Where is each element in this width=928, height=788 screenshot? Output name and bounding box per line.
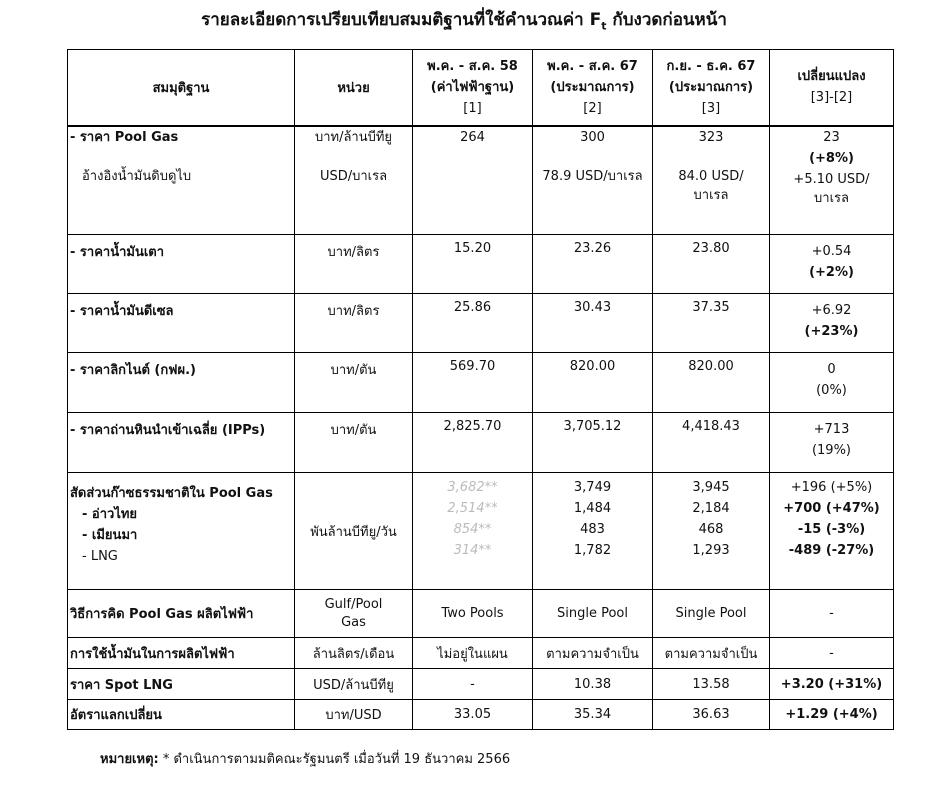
- header-change: [770, 50, 894, 126]
- fuel-oil-d2: (+2%): [809, 265, 854, 280]
- coal-v2: 3,705.12: [533, 413, 653, 473]
- method-label: วิธีการคิด Pool Gas ผลิตไฟฟ้า: [68, 590, 295, 638]
- pool-gas-d1: 23: [823, 129, 840, 145]
- coal-d2: (19%): [811, 443, 852, 458]
- gas-ratio-label-gulf: - อ่าวไทย: [82, 507, 138, 522]
- fuel-oil-d1: +0.54: [811, 244, 852, 259]
- oil-use-v2: ตามความจำเป็น: [533, 638, 653, 669]
- gas-ratio-d-gulf: +700 (+47%): [783, 501, 880, 516]
- header-base-line1: พ.ค. - ส.ค. 58: [427, 58, 518, 74]
- diesel-d1: +6.92: [811, 303, 852, 318]
- row-v1-pool-gas: [413, 126, 533, 235]
- header-prev-line2: (ประมาณการ): [550, 79, 635, 95]
- table-row-lignite: [68, 353, 894, 413]
- fx-unit: บาท/USD: [295, 700, 413, 730]
- title-main: รายละเอียดการเปรียบเทียบสมมติฐานที่ใช้คำนวณค่า F: [201, 10, 602, 30]
- coal-v3: 4,418.43: [653, 413, 770, 473]
- lignite-v2: 820.00: [533, 353, 653, 413]
- gas-ratio-d-lng: -489 (-27%): [788, 543, 875, 558]
- title-tail: กับงวดก่อนหน้า: [606, 10, 727, 30]
- gas-ratio-label-lng: - LNG: [82, 549, 118, 564]
- table-row-diesel: [68, 294, 894, 353]
- row-v2-pool-gas: [533, 126, 653, 235]
- method-v1: Two Pools: [413, 590, 533, 638]
- gas-ratio-v3: [653, 473, 770, 590]
- fx-v3: 36.63: [653, 700, 770, 730]
- diesel-change: [770, 294, 894, 353]
- method-change: -: [770, 590, 894, 638]
- row-change-pool-gas: [770, 126, 894, 235]
- dubai-unit: USD/บาเรล: [319, 168, 388, 184]
- method-unit: [295, 590, 413, 638]
- gas-ratio-unit: พันล้านบีทียู/วัน: [295, 473, 413, 590]
- footnote-label: หมายเหตุ:: [100, 752, 159, 767]
- gas-ratio-v2: [533, 473, 653, 590]
- fuel-oil-change: [770, 235, 894, 294]
- spot-lng-v3: 13.58: [653, 669, 770, 700]
- spot-lng-unit: USD/ล้านบีทียู: [295, 669, 413, 700]
- header-current-line3: [3]: [701, 100, 721, 116]
- header-base: [413, 50, 533, 126]
- row-v3-pool-gas: [653, 126, 770, 235]
- table-header-row: [68, 50, 894, 126]
- pool-gas-v1: 264: [460, 129, 485, 145]
- gas-ratio-change: [770, 473, 894, 590]
- lignite-v3: 820.00: [653, 353, 770, 413]
- lignite-v1: 569.70: [413, 353, 533, 413]
- gas-ratio-v1: [413, 473, 533, 590]
- table-row-gas-ratio: [68, 473, 894, 590]
- diesel-v3: 37.35: [653, 294, 770, 353]
- lignite-label: - ราคาลิกไนต์ (กฟผ.): [68, 353, 295, 413]
- table-row-oil-use: [68, 638, 894, 669]
- gas-ratio-v3-myanmar: 468: [698, 522, 724, 537]
- lignite-d1: 0: [827, 362, 836, 377]
- gas-ratio-v2-lng: 1,782: [573, 543, 612, 558]
- lignite-d2: (0%): [816, 383, 847, 398]
- document-title: [0, 6, 928, 33]
- dubai-d2: บาเรล: [814, 190, 849, 206]
- table-row-spot-lng: [68, 669, 894, 700]
- fuel-oil-label: - ราคาน้ำมันเตา: [68, 235, 295, 294]
- gas-ratio-v1-total: 3,682**: [447, 480, 498, 495]
- coal-v1: 2,825.70: [413, 413, 533, 473]
- spot-lng-change: +3.20 (+31%): [770, 669, 894, 700]
- diesel-d2: (+23%): [804, 324, 859, 339]
- footnote: [100, 748, 510, 769]
- fx-label: อัตราแลกเปลี่ยน: [68, 700, 295, 730]
- table-row-pool-gas: [68, 126, 894, 235]
- gas-ratio-v3-lng: 1,293: [692, 543, 730, 558]
- gas-ratio-v3-gulf: 2,184: [692, 501, 730, 516]
- header-change-line2: [3]-[2]: [810, 90, 853, 106]
- gas-ratio-v1-gulf: 2,514**: [447, 501, 498, 516]
- oil-use-change: -: [770, 638, 894, 669]
- gas-ratio-v2-myanmar: 483: [580, 522, 605, 537]
- diesel-unit: บาท/ลิตร: [295, 294, 413, 353]
- oil-use-v3: ตามความจำเป็น: [653, 638, 770, 669]
- diesel-v2: 30.43: [533, 294, 653, 353]
- row-label-pool-gas: [68, 126, 295, 235]
- title-subscript: t: [601, 19, 607, 33]
- fuel-oil-unit: บาท/ลิตร: [295, 235, 413, 294]
- fx-change: +1.29 (+4%): [770, 700, 894, 730]
- spot-lng-v1: -: [413, 669, 533, 700]
- header-current: [653, 50, 770, 126]
- header-prev: [533, 50, 653, 126]
- oil-use-v1: ไม่อยู่ในแผน: [413, 638, 533, 669]
- method-v2: Single Pool: [533, 590, 653, 638]
- pool-gas-v3: 323: [698, 129, 724, 145]
- row-unit-pool-gas: [295, 126, 413, 235]
- header-assumption: สมมุติฐาน: [68, 50, 295, 126]
- oil-use-label: การใช้น้ำมันในการผลิตไฟฟ้า: [68, 638, 295, 669]
- gas-ratio-d-myanmar: -15 (-3%): [797, 522, 866, 537]
- table-row-method: [68, 590, 894, 638]
- table-row-fuel-oil: [68, 235, 894, 294]
- oil-use-unit: ล้านลิตร/เดือน: [295, 638, 413, 669]
- dubai-label: อ้างอิงน้ำมันดิบดูไบ: [82, 168, 192, 184]
- gas-ratio-d-total: +196 (+5%): [790, 480, 873, 495]
- pool-gas-label: - ราคา Pool Gas: [70, 129, 179, 145]
- diesel-label: - ราคาน้ำมันดีเซล: [68, 294, 295, 353]
- lignite-unit: บาท/ตัน: [295, 353, 413, 413]
- header-change-line1: เปลี่ยนแปลง: [797, 69, 866, 85]
- method-unit-line2: Gas: [341, 614, 366, 630]
- dubai-v2: 78.9 USD/บาเรล: [542, 168, 643, 184]
- gas-ratio-label-total: สัดส่วนก๊าซธรรมชาติใน Pool Gas: [70, 486, 273, 501]
- dubai-v3b: บาเรล: [693, 187, 729, 203]
- coal-change: [770, 413, 894, 473]
- pool-gas-d2: (+8%): [809, 150, 854, 166]
- gas-ratio-v1-lng: 314**: [453, 543, 492, 558]
- coal-d1: +713: [813, 422, 850, 437]
- header-base-line3: [1]: [463, 100, 482, 116]
- fuel-oil-v2: 23.26: [533, 235, 653, 294]
- spot-lng-v2: 10.38: [533, 669, 653, 700]
- table-row-coal: [68, 413, 894, 473]
- gas-ratio-v2-gulf: 1,484: [573, 501, 612, 516]
- fx-v2: 35.34: [533, 700, 653, 730]
- coal-label: - ราคาถ่านหินนำเข้าเฉลี่ย (IPPs): [68, 413, 295, 473]
- footnote-text: * ดำเนินการตามมติคณะรัฐมนตรี เมื่อวันที่ 19 ธันวาคม 2566: [158, 752, 511, 767]
- lignite-change: [770, 353, 894, 413]
- fuel-oil-v1: 15.20: [413, 235, 533, 294]
- header-base-line2: (ค่าไฟฟ้าฐาน): [430, 79, 515, 95]
- header-current-line1: ก.ย. - ธ.ค. 67: [666, 58, 756, 74]
- fuel-oil-v3: 23.80: [653, 235, 770, 294]
- pool-gas-unit: บาท/ล้านบีทียู: [314, 129, 393, 145]
- header-prev-line1: พ.ค. - ส.ค. 67: [547, 58, 638, 74]
- pool-gas-v2: 300: [580, 129, 605, 145]
- dubai-d1: +5.10 USD/: [793, 171, 870, 187]
- gas-ratio-label-myanmar: - เมียนมา: [82, 528, 138, 543]
- method-unit-line1: Gulf/Pool: [324, 596, 383, 612]
- header-unit: หน่วย: [295, 50, 413, 126]
- gas-ratio-v1-myanmar: 854**: [453, 522, 492, 537]
- assumptions-table: [67, 49, 894, 730]
- gas-ratio-v2-total: 3,749: [573, 480, 612, 495]
- fx-v1: 33.05: [413, 700, 533, 730]
- spot-lng-label: ราคา Spot LNG: [68, 669, 295, 700]
- header-prev-line3: [2]: [583, 100, 602, 116]
- table-row-fx: [68, 700, 894, 730]
- diesel-v1: 25.86: [413, 294, 533, 353]
- coal-unit: บาท/ตัน: [295, 413, 413, 473]
- dubai-v3a: 84.0 USD/: [678, 168, 744, 184]
- gas-ratio-labels: [68, 473, 295, 590]
- method-v3: Single Pool: [653, 590, 770, 638]
- header-current-line2: (ประมาณการ): [668, 79, 754, 95]
- gas-ratio-v3-total: 3,945: [692, 480, 730, 495]
